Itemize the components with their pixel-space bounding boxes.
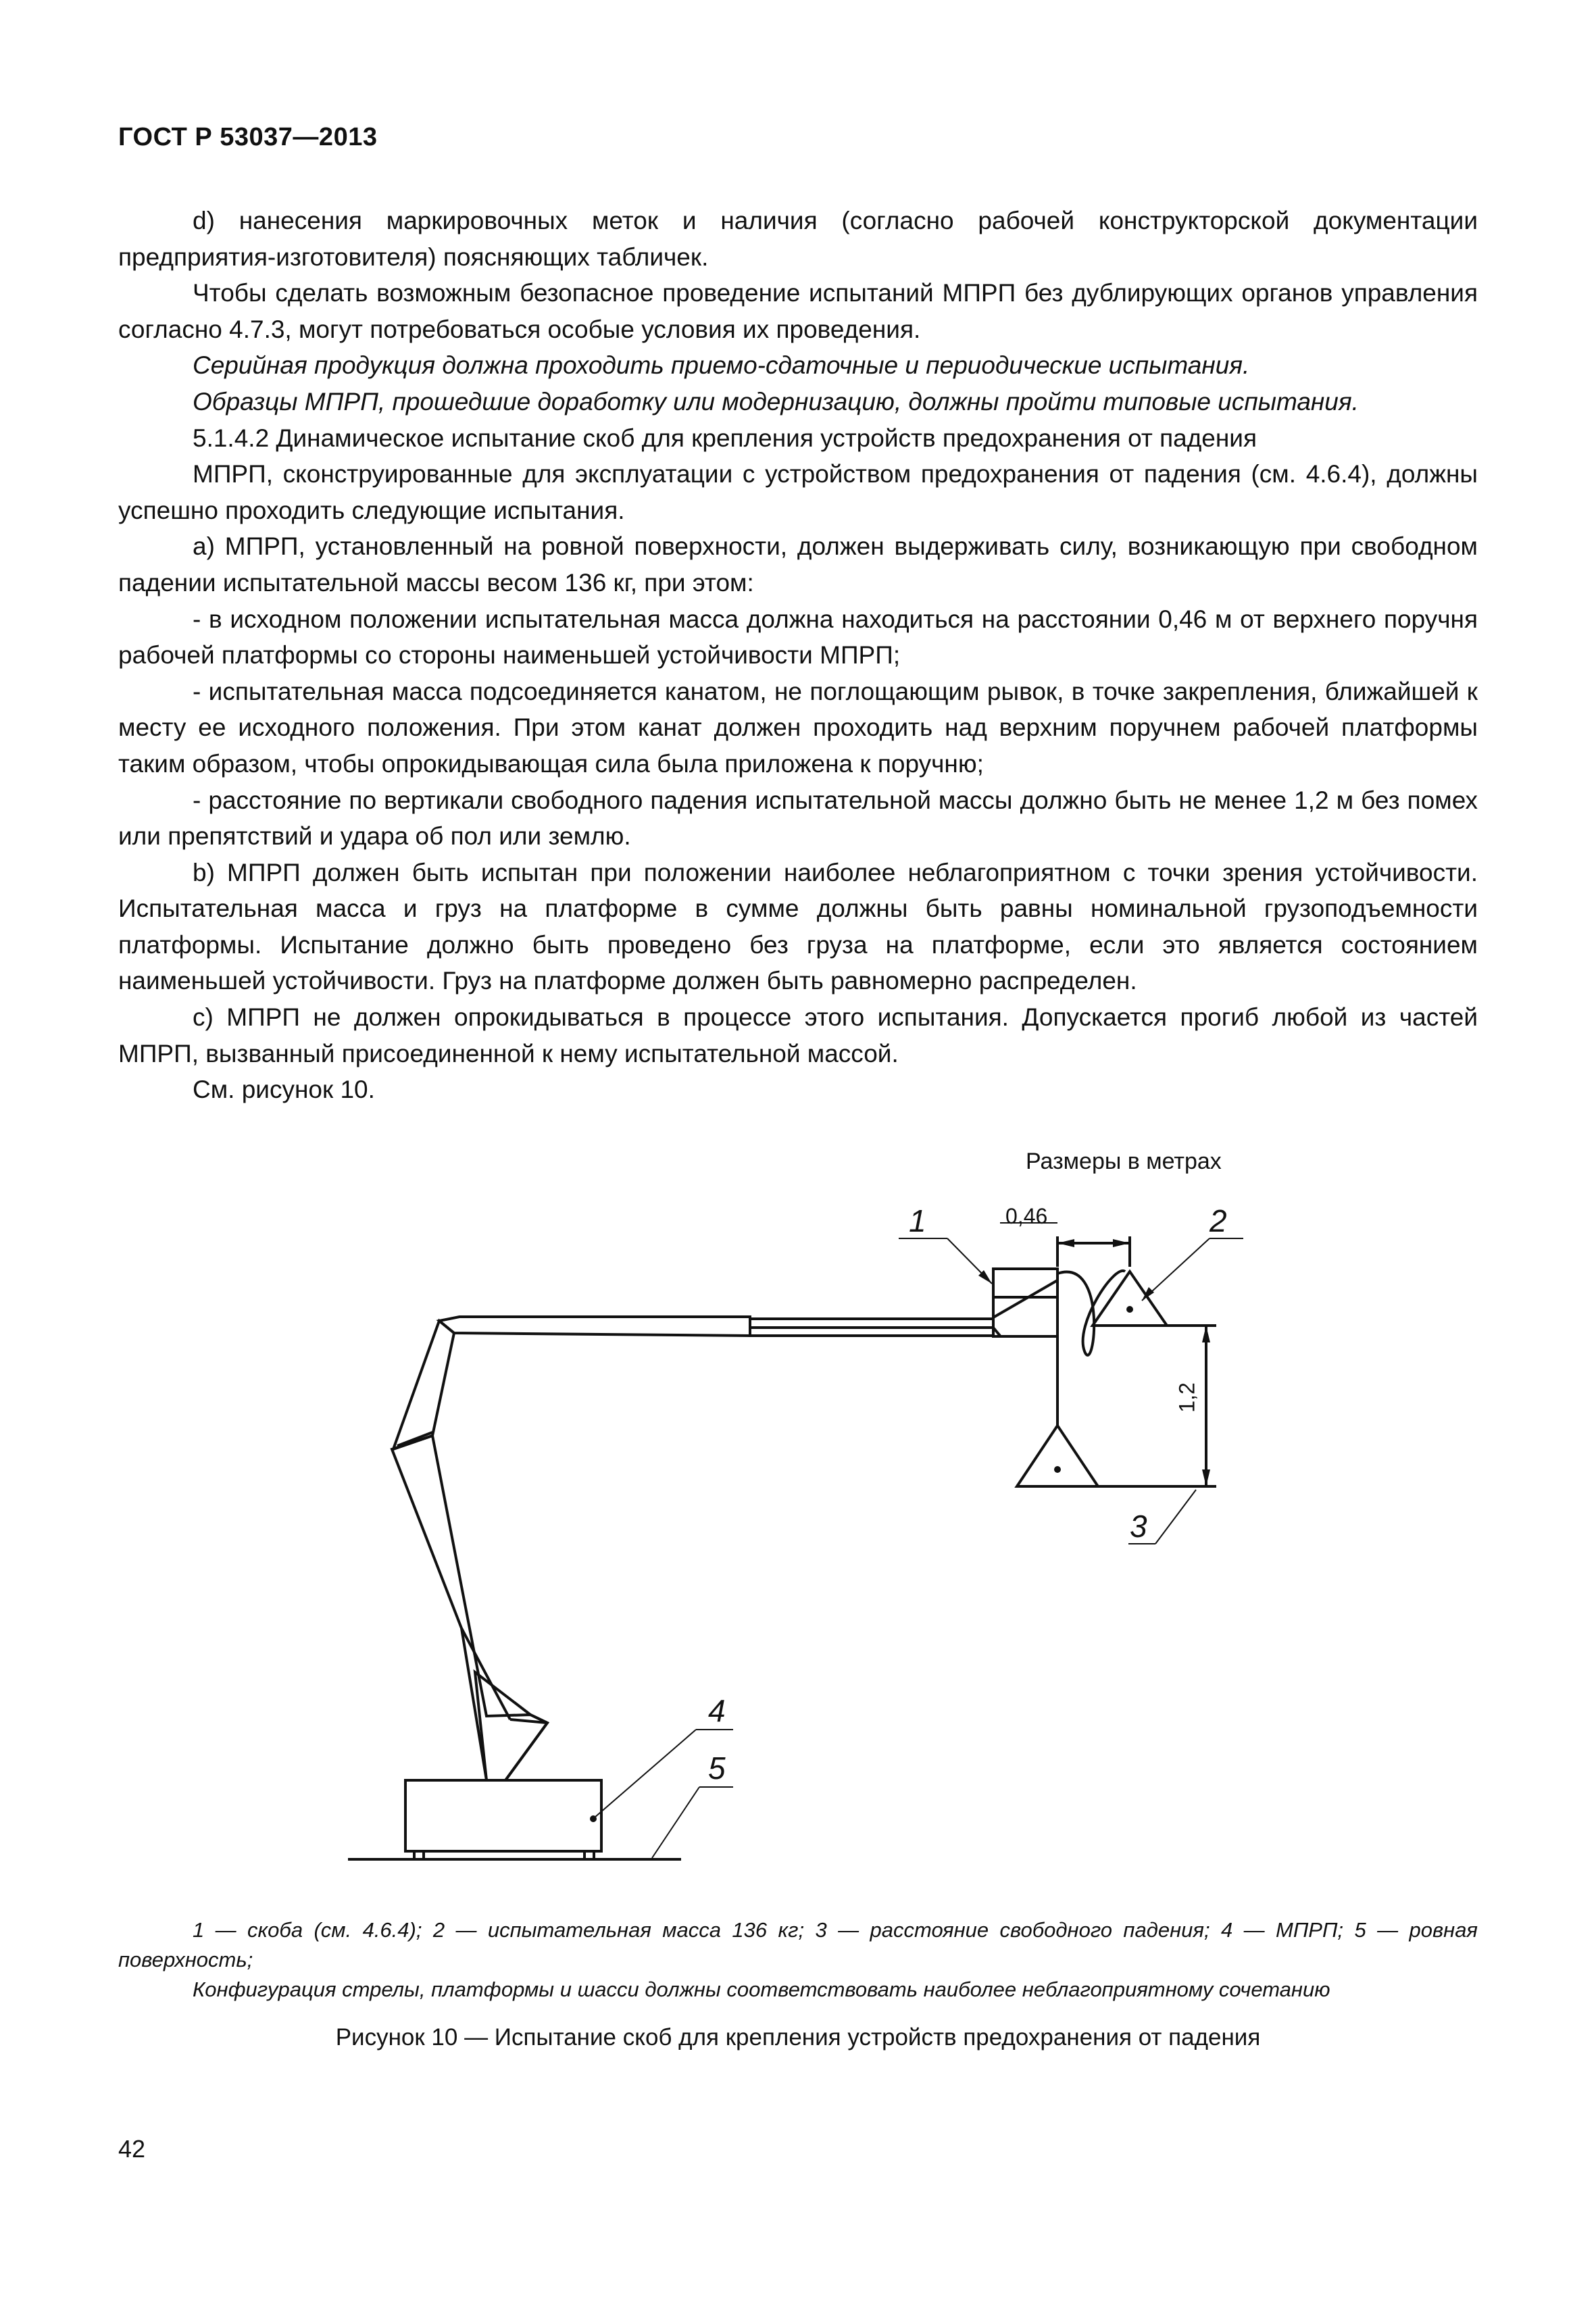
middle-boom — [392, 1436, 547, 1780]
figure-caption: Рисунок 10 — Испытание скоб для крепления устройств предохранения от падения — [335, 2024, 1261, 2051]
section-heading: 5.1.4.2 Динамическое испытание скоб для крепления устройств предохранения от падения — [193, 424, 1257, 452]
boom-joint — [397, 1432, 432, 1446]
list-item: - испытательная масса подсоединяется канатом, не поглощающим рывок, в точке закрепления, ближайшей к месту ее исходного положения. При этом канат должен проходить над верхним поручнем рабочей платформы таким образом, чтобы опрокидывающая сила была приложена к поручню; — [118, 677, 1478, 778]
paragraph: Образцы МПРП, прошедшие доработку или модернизацию, должны пройти типовые испытания. — [193, 387, 1359, 416]
callout-2: 2 — [1210, 1203, 1227, 1238]
callout-3: 3 — [1130, 1509, 1147, 1544]
legend-note: Конфигурация стрелы, платформы и шасси должны соответствовать наиболее неблагоприятному сочетанию — [193, 1978, 1330, 2001]
paragraph: См. рисунок 10. — [193, 1076, 375, 1104]
platform — [993, 1269, 1057, 1336]
figure-10 — [0, 1122, 1596, 1892]
legend-line: 1 — скоба (см. 4.6.4); 2 — испытательная масса 136 кг; 3 — расстояние свободного падения; 4 — МПРП; 5 — ровная поверхность; — [118, 1918, 1478, 1971]
test-mass-lower — [1017, 1426, 1098, 1486]
paragraph: d) нанесения маркировочных меток и наличия (согласно рабочей конструкторской документации предприятия-изготовителя) поясняющих табличек. — [118, 207, 1478, 271]
list-item: - расстояние по вертикали свободного падения испытательной массы должно быть не менее 1,2 м без помех или препятствий и удара об пол или землю. — [118, 786, 1478, 851]
body-text — [118, 203, 1478, 1108]
document-header: ГОСТ Р 53037—2013 — [118, 123, 378, 151]
test-mass-upper — [1093, 1272, 1167, 1326]
callout-1: 1 — [909, 1203, 926, 1238]
chassis — [405, 1780, 601, 1851]
lower-boom — [475, 1672, 547, 1780]
callout-5: 5 — [708, 1751, 726, 1786]
dimension-horizontal: 0,46 — [1005, 1204, 1048, 1228]
upper-boom — [439, 1317, 750, 1336]
paragraph: МПРП, сконструированные для эксплуатации с устройством предохранения от падения (см. 4.6.4), должны успешно проходить следующие испытания. — [118, 460, 1478, 524]
list-item: - в исходном положении испытательная масса должна находиться на расстоянии 0,46 м от верхнего поручня рабочей платформы со стороны наименьшей устойчивости МПРП; — [118, 605, 1478, 670]
paragraph: Серийная продукция должна проходить приемо-сдаточные и периодические испытания. — [193, 351, 1250, 380]
dimension-vertical: 1,2 — [1174, 1382, 1199, 1413]
upper-boom-lower — [393, 1321, 454, 1449]
paragraph: b) МПРП должен быть испытан при положении наиболее неблагоприятном с точки зрения устойчивости. Испытательная масса и груз на платформе в сумме должны быть равны номинальной грузоподъемности платформы. Испытание должно быть проведено без груза на платформе, если это является состоянием наименьшей устойчивости. Груз на платформе должен быть равномерно распределен. — [118, 858, 1478, 995]
paragraph: a) МПРП, установленный на ровной поверхности, должен выдерживать силу, возникающую при свободном падении испытательной массы весом 136 кг, при этом: — [118, 532, 1478, 597]
figure-legend — [118, 1915, 1478, 2005]
paragraph: c) МПРП не должен опрокидываться в процессе этого испытания. Допускается прогиб любой из частей МПРП, вызванный присоединенной к нему испытательной массой. — [118, 1003, 1478, 1067]
page-number: 42 — [118, 2135, 146, 2163]
figure-drawing — [0, 1122, 1596, 1892]
paragraph: Чтобы сделать возможным безопасное проведение испытаний МПРП без дублирующих органов управления согласно 4.7.3, могут потребоваться особые условия их проведения. — [118, 279, 1478, 343]
units-note: Размеры в метрах — [1026, 1149, 1222, 1174]
rope-swing — [1057, 1271, 1125, 1355]
callout-4: 4 — [708, 1693, 726, 1728]
